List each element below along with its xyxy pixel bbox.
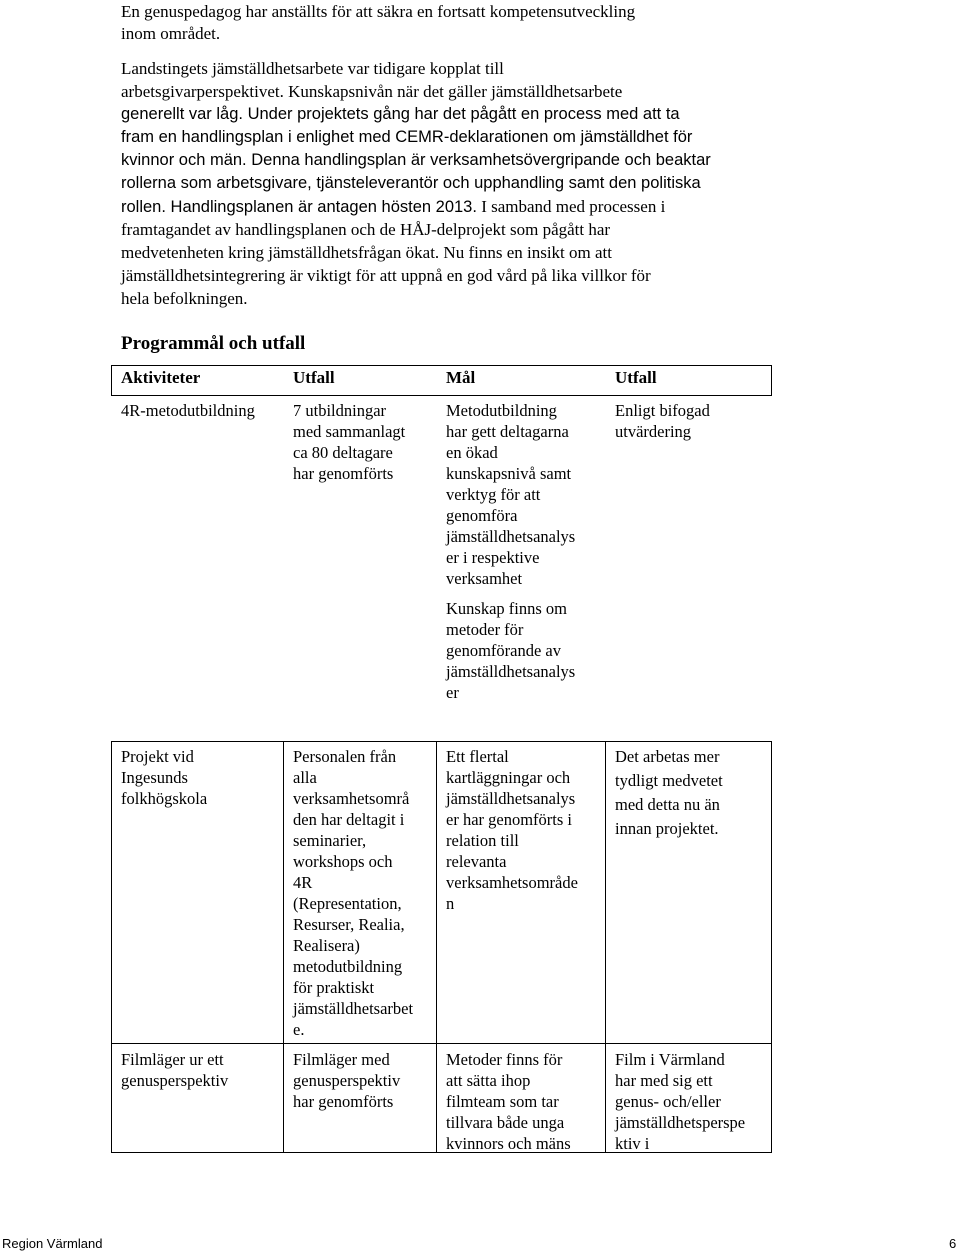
table-rule [111,1043,772,1044]
table-rule [111,741,772,742]
table-cell-goal: Ett flertal kartläggningar och jämställdhetsanalys er har genomförts i relation till relevanta verksamhetsområde n [446,747,578,913]
paragraph-line [121,241,821,264]
table-cell-result: Film i Värmland har med sig ett genus- och/eller jämställdhetsperspe ktiv i [615,1050,746,1153]
table-rule [605,741,606,1153]
intro-line-1: En genuspedagog har anställts för att säkra en fortsatt kompetensutveckling [121,2,636,21]
table-rule [111,365,772,366]
table-header-result: Utfall [615,368,657,387]
paragraph-line: rollerna som arbetsgivare, tjänsteleverantör och upphandling samt den politiska [121,174,701,192]
table-cell-goal: Metodutbildning har gett deltagarna en ökad kunskapsnivå samt verktyg för att genomföra jämställdhetsanalys er i respektive verksamhet [446,401,576,588]
table-cell-goal: Metoder finns för att sätta ihop filmteam som tar tillvara både unga kvinnors och mäns [446,1050,571,1153]
footer-organization: Region Värmland [2,1236,103,1251]
table-header-outcome: Utfall [293,368,335,387]
table-cell-activity: Filmläger ur ett genusperspektiv [121,1050,229,1090]
table-cell-goal-extra: Kunskap finns om metoder för genomförande av jämställdhetsanalys er [446,599,576,702]
paragraph-line: framtagandet av handlingsplanen och de HÅJ-delprojekt som pågått har [121,220,611,239]
paragraph-line: hela befolkningen. [121,289,248,308]
paragraph-line [121,195,821,219]
paragraph-segment: rollen. Handlingsplanen är antagen hösten 2013. [121,198,477,216]
table-rule [283,741,284,1153]
paragraph-line: arbetsgivarperspektivet. Kunskapsnivån när det gäller jämställdhetsarbete [121,82,623,101]
table-cell-outcome: 7 utbildningar med sammanlagt ca 80 deltagare har genomförts [293,401,406,483]
footer-page-number: 6 [949,1236,957,1251]
table-header-goal: Mål [446,368,476,387]
table-rule [771,365,772,396]
table-cell-outcome: Filmläger med genusperspektiv har genomförts [293,1050,401,1111]
table-rule [111,395,772,396]
table-cell-activity: 4R-metodutbildning [121,401,255,420]
table-cell-outcome: Personalen från alla verksamhetsområ den har deltagit i seminarier, workshops och 4R (Representation, Resurser, Realia, Realisera) metodutbildning för praktiskt jämställdhetsarbet e. [293,747,414,1039]
paragraph-segment: I samband med processen i [476,197,666,216]
paragraph-line: generellt var låg. Under projektets gång har det pågått en process med att ta [121,105,680,123]
table-cell-activity: Projekt vid Ingesunds folkhögskola [121,747,208,808]
table-rule [771,741,772,1153]
paragraph-line: kvinnor och män. Denna handlingsplan är verksamhetsövergripande och beaktar [121,151,711,169]
section-heading: Programmål och utfall [121,333,306,354]
paragraph-line: fram en handlingsplan i enlighet med CEMR-deklarationen om jämställdhet för [121,128,693,146]
table-cell-result: Det arbetas mer tydligt medvetet med detta nu än innan projektet. [615,747,723,838]
table-header-activities: Aktiviteter [121,368,201,387]
table-cell-result: Enligt bifogad utvärdering [615,401,710,441]
paragraph-line: jämställdhetsintegrering är viktigt för att uppnå en god vård på lika villkor för [121,266,651,285]
paragraph-segment: medvetenheten kring jämställdhetsfrågan ökat. [121,243,440,262]
table-rule [436,741,437,1153]
table-rule [111,741,112,1153]
paragraph-segment: Nu finns en insikt om att [439,243,612,262]
paragraph-line: Landstingets jämställdhetsarbete var tidigare kopplat till [121,59,504,78]
intro-line-2: inom området. [121,24,221,43]
table-rule [111,365,112,396]
